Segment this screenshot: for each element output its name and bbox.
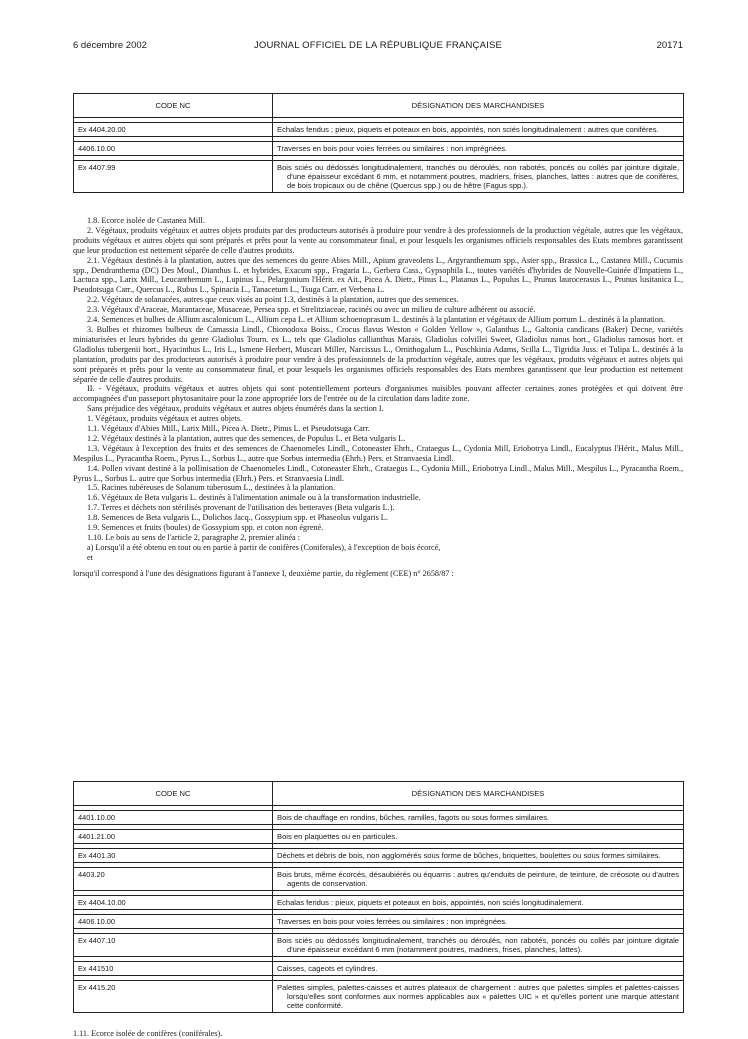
paragraph: 2. Végétaux, produits végétaux et autres objets produits par des producteurs autorisés à produire pour vendre à des professionnels de la production végétale, autres que les végétaux, produits végétaux et autres objets qui sont préparés et prêts pour la vente au consommateur final, et pour lesquels les organismes officiels responsables des Etats membres garantissent que leur production est nettement séparée de celle d'autres produits. [73,225,683,255]
paragraph: 2.3. Végétaux d'Araceae, Marantaceae, Musaceae, Persea spp. et Strelitziaceae, racinés ou avec un milieu de culture adhérent ou associé. [87,305,536,315]
footer-paragraph: 1.11. Ecorce isolée de conifères (coniférales). [73,1029,223,1039]
paragraph: 3. Bulbes et rhizomes bulbeux de Camassia Lindl., Chionodoxa Boiss., Crocus flavus Weston « Golden Yellow », Galanthus L., Galtonia candicans (Baker) Decne, variétés miniaturisées et leurs hybrides du genre Gladiolus Tourn. ex L., tels que Gladiolus callianthus Marais, Gladiolus colvillei Sweet, Gladiolus nanus hort., Gladiolus ramosus hort. et Gladiolus tubergenii hort., Hyacinthus L., Iris L., Ismene Herbert, Muscari Miller, Narcissus L., Ornithogalum L., Puschkinia Adams, Scilla L., Tigridia Juss. et Tulipa L. destinés à la plantation, produits par des producteurs autorisés à produire pour vendre à des professionnels de la production végétale, autres que les végétaux, produits végétaux et autres objets qui sont préparés et prêts pour la vente au consommateur final, et pour lesquels les organismes officiels responsables des Etats membres garantissent que leur production est nettement séparée de celle d'autres produits. [73,324,683,384]
designation: Bois en plaquettes ou en particules. [273,830,684,844]
paragraph: II. - Végétaux, produits végétaux et autres objets qui sont potentiellement porteurs d'organismes nuisibles pouvant affecter certaines zones protégées et qui doivent être accompagnées d'un passeport phytosanitaire pour la zone appropriée lors de l'entrée ou de la circulation dans ladite zone. [73,384,683,404]
table-row [74,934,684,957]
designation: Bois sciés ou dédossés longitudinalement, tranchés ou déroulés, non rabotés, poncés ou collés par jointure digitale, d'une épaisseur excédant 6 mm, et notamment poutres, madriers, frises, planches, lattes : autres que de conifères, de bois tropicaux ou de chêne (Quercus spp.) ou de hêtre (Fagus spp.). [273,161,684,193]
nc-code: 4401.21.00 [74,830,273,844]
paragraph: 1.7. Terres et déchets non stérilisés provenant de l'utilisation des betteraves (Beta vulgaris L.). [87,503,395,513]
paragraph: 2.4. Semences et bulbes de Allium ascalonicum L., Allium cepa L. et Allium schoenoprasum L. destinés à la plantation et végétaux de Allium porrum L. destinés à la plantation. [87,315,665,325]
paragraph: 1.4. Pollen vivant destiné à la pollinisation de Chaenomeles Lindl., Cotoneaster Ehrh., Crataegus L., Cydonia Mill., Eriobotrya Lindl., Malus Mill., Mespilus L., Pyracantha Roem., Pyrus L., Sorbus L. autre que Sorbus intermedia (Ehrh.) Pers. et Stranvaesia Lindl. [73,463,683,483]
table-row [74,981,684,1013]
paragraph: 1.10. Le bois au sens de l'article 2, paragraphe 2, premier alinéa : [87,533,300,542]
designation: Bois bruts, même écorcés, désaubiérés ou équarris : autres qu'enduits de peinture, de teinture, de créosote ou d'autres agents de conservation. [273,868,684,891]
body-text [73,216,683,579]
table-row [74,915,684,929]
nc-code: 4406.10.00 [74,142,273,156]
designation: Traverses en bois pour voies ferrées ou similaires : non imprégnées. [273,142,684,156]
paragraph: 1.8. Semences de Beta vulgaris L., Dolichos Jacq., Gossypium spp. et Phaseolus vulgaris L. [87,513,388,523]
designation: Traverses en bois pour voies ferrées ou similaires : non imprégnées. [273,915,684,929]
column-header-designation: DÉSIGNATION DES MARCHANDISES [273,94,684,118]
designation: Déchets et débris de bois, non agglomérés sous forme de bûches, briquettes, boulettes ou sous formes similaires. [273,849,684,863]
paragraph: et [87,552,93,562]
table-row [74,830,684,844]
designation: Palettes simples, palettes-caisses et autres plateaux de chargement : autres que palettes simples et palettes-caisses lorsqu'elles sont conformes aux normes applicables aux « palettes UIC » et qu'elles portent une marque attestant cette conformité. [273,981,684,1013]
table-row [74,161,684,193]
designation: Echalas fendus ; pieux, piquets et poteaux en bois, appointés, non sciés longitudinalement : autres que conifères. [273,123,684,137]
paragraph: 1.8. Ecorce isolée de Castanea Mill. [87,216,205,225]
column-header-designation: DÉSIGNATION DES MARCHANDISES [273,782,684,806]
nc-table-2 [73,781,684,1013]
table-row [74,962,684,976]
page-header [73,40,683,54]
paragraph: 1.6. Végétaux de Beta vulgaris L. destinés à l'alimentation animale ou à la transformation industrielle. [87,493,421,503]
nc-code: Ex 4404.20.00 [74,123,273,137]
nc-code: 4401.10.00 [74,811,273,825]
paragraph: a) Lorsqu'il a été obtenu en tout ou en partie à partir de conifères (Coniferales), à l'exception de bois écorcé, [87,542,441,552]
designation: Caisses, cageots et cylindres. [273,962,684,976]
table-row [74,896,684,910]
nc-code: Ex 4415.20 [74,981,273,1013]
column-header-code: CODE NC [74,782,273,806]
continuation-paragraph: lorsqu'il correspond à l'une des désignations figurant à l'annexe I, deuxième partie, du règlement (CEE) n° 2658/87 : [73,568,454,578]
nc-code: Ex 4407.10 [74,934,273,957]
header-date: 6 décembre 2002 [73,40,147,51]
paragraph: 1.2. Végétaux destinés à la plantation, autres que des semences, de Populus L. et Beta vulgaris L. [87,433,406,443]
table-header-row [74,94,684,118]
paragraph: 2.1. Végétaux destinés à la plantation, autres que des semences du genre Abies Mill., Apium graveolens L., Argyranthemum spp., Aster spp., Brassica L., Castanea Mill., Cucumis spp., Dendranthema (DC) Des Moul., Dianthus L. et hybrides, Exacum spp., Fragaria L., Gerbera Cass., Gypsophila L., toutes variétés d'hybrides de Nouvelle-Guinée d'Impatiens L., Lactuca spp., Larix Mill., Leucanthemum L., Lupinus L., Pelargonium l'Hérit. ex Ait., Picea A. Dietr., Pinus L., Platanus L., Populus L., Prunus laurocerasus L., Prunus lusitanica L., Pseudotsuga Carr., Quercus L., Rubus L., Spinacia L., Tanacetum L., Tsuga Carr. et Verbena L. [73,255,683,295]
designation: Bois de chauffage en rondins, bûches, ramilles, fagots ou sous formes similaires. [273,811,684,825]
nc-code: Ex 4401.30 [74,849,273,863]
table-row [74,142,684,156]
table-row [74,123,684,137]
nc-code: Ex 441510 [74,962,273,976]
paragraph: 1.5. Racines tubéreuses de Solanum tuberosum L., destinées à la plantation. [87,483,336,493]
table-row [74,868,684,891]
header-page-number: 20171 [656,40,683,51]
paragraph: 1.3. Végétaux à l'exception des fruits et des semences de Chaenomeles Lindl., Cotoneaster Ehrh., Crataegus L., Cydonia Mill, Eriobotrya Lindl., Eucalyptus l'Hérit., Malus Mill., Mespilus L., Pyracantha Roem., Pyrus L., Sorbus L., autre que Sorbus intermedia (Ehrh.) Pers. et Stranvaesia Lindl. [73,443,683,463]
nc-code: 4406.10.00 [74,915,273,929]
paragraph: 2.2. Végétaux de solanacées, autres que ceux visés au point 1.3, destinés à la plantation, autres que des semences. [87,295,459,305]
header-title: JOURNAL OFFICIEL DE LA RÉPUBLIQUE FRANÇAISE [253,40,503,51]
nc-code: Ex 4407.99 [74,161,273,193]
designation: Bois sciés ou dédossés longitudinalement, tranchés ou déroulés, non rabotés, poncés ou collés par jointure digitale d'une épaisseur excédant 6 mm (notamment poutres, madriers, frises, planches, lattes). [273,934,684,957]
nc-code: Ex 4404.10.00 [74,896,273,910]
nc-code: 4403.20 [74,868,273,891]
table-row [74,811,684,825]
table-header-row [74,782,684,806]
paragraph: 1.1. Végétaux d'Abies Mill., Larix Mill., Picea A. Dietr., Pinus L. et Pseudotsuga Carr. [87,424,370,434]
paragraph: 1. Végétaux, produits végétaux et autres objets. [87,414,243,424]
table-row [74,849,684,863]
paragraph: 1.9. Semences et fruits (boules) de Gossypium spp. et coton non égrené. [87,523,324,533]
designation: Echalas fendus : pieux, piquets et poteaux en bois, appointés, non sciés longitudinalement. [273,896,684,910]
nc-table-1 [73,93,684,193]
paragraph: Sans préjudice des végétaux, produits végétaux et autres objets énumérés dans la section I. [87,404,384,414]
column-header-code: CODE NC [74,94,273,118]
